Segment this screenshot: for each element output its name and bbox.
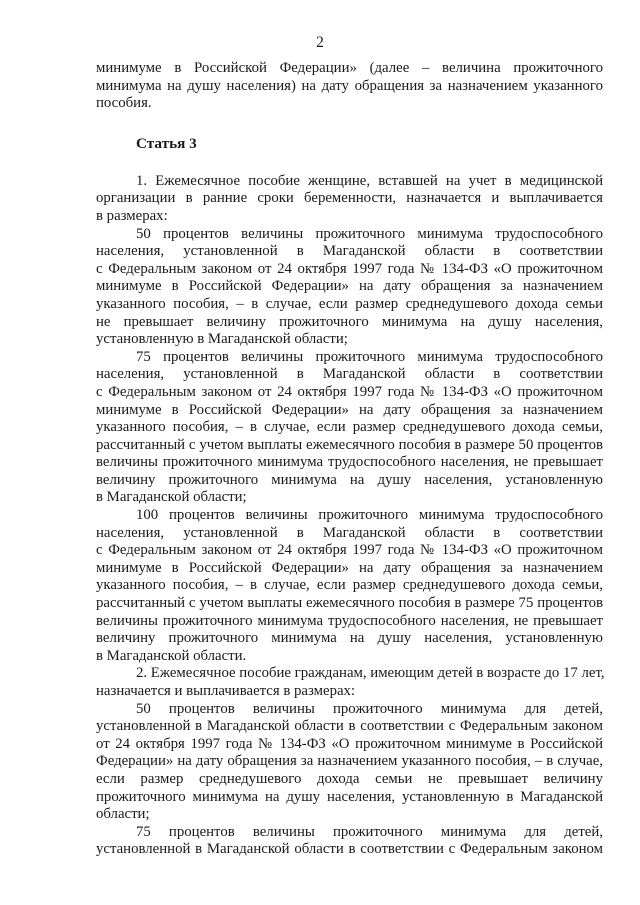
text-line: минимуме в Российской Федерации» на дату обращения за назначением: [96, 278, 603, 295]
text-line: с Федеральным законом от 24 октября 1997 года № 134-ФЗ «О прожиточном: [96, 383, 603, 400]
text-line: прожиточного минимума на душу населения, установленную в Магаданской: [96, 788, 603, 805]
text-line: назначается и выплачивается в размерах:: [96, 683, 356, 699]
text-line: минимуме в Российской Федерации» на дату обращения за назначением: [96, 559, 603, 576]
page-number: 2: [316, 34, 324, 51]
text-line: не превышает величину прожиточного минимума на душу населения,: [96, 313, 603, 330]
intro-paragraph: [96, 60, 603, 113]
text-line: в Магаданской области.: [96, 647, 247, 664]
text-line: величины прожиточного минимума трудоспособного населения, не превышает: [96, 454, 603, 471]
text-line: 75 процентов величины прожиточного минимума трудоспособного: [136, 348, 603, 365]
article-paragraph: [96, 173, 603, 226]
text-line: организации в ранние сроки беременности, назначается и выплачивается: [96, 190, 603, 207]
text-line: населения, установленной в Магаданской области в соответствии: [96, 366, 603, 383]
article-paragraph: [96, 226, 603, 349]
text-line: указанного пособия, – в случае, если размер среднедушевого дохода семьи,: [96, 419, 603, 436]
text-line: рассчитанный с учетом выплаты ежемесячного пособия в размере 75 процентов: [96, 595, 603, 612]
text-line: минимуме в Российской Федерации» (далее – величина прожиточного: [96, 60, 603, 76]
article-paragraph: [96, 701, 603, 824]
text-line: минимума на душу населения) на дату обращения за назначением указанного: [96, 77, 603, 94]
text-line: величины прожиточного минимума трудоспособного населения, не превышает: [96, 612, 603, 629]
text-line: в размерах:: [96, 207, 168, 224]
text-line: 50 процентов величины прожиточного минимума трудоспособного: [136, 225, 603, 242]
text-line: 2. Ежемесячное пособие гражданам, имеющим детей в возрасте до 17 лет,: [136, 665, 605, 682]
text-line: установленной в Магаданской области в соответствии с Федеральным законом: [96, 841, 603, 858]
article-paragraph: [96, 824, 603, 859]
text-line: установленной в Магаданской области в соответствии с Федеральным законом: [96, 718, 603, 735]
text-line: пособия.: [96, 95, 152, 112]
text-line: с Федеральным законом от 24 октября 1997 года № 134-ФЗ «О прожиточном: [96, 542, 603, 559]
text-line: Федерации» на дату обращения за назначением указанного пособия, – в случае,: [96, 753, 603, 770]
article-title: Статья 3: [136, 134, 197, 152]
text-line: указанного пособия, – в случае, если размер среднедушевого дохода семьи,: [96, 577, 603, 594]
article-paragraph: [96, 507, 603, 665]
text-line: величину прожиточного минимума на душу населения, установленную: [96, 471, 603, 488]
text-line: с Федеральным законом от 24 октября 1997 года № 134-ФЗ «О прожиточном: [96, 260, 603, 277]
text-line: 75 процентов величины прожиточного минимума для детей,: [136, 823, 603, 840]
text-line: если размер среднедушевого дохода семьи не превышает величину: [96, 770, 603, 787]
text-line: рассчитанный с учетом выплаты ежемесячного пособия в размере 50 процентов: [96, 436, 603, 453]
text-line: в Магаданской области;: [96, 489, 247, 506]
text-line: 100 процентов величины прожиточного минимума трудоспособного: [136, 507, 603, 524]
document-body: [96, 60, 603, 859]
article-paragraph: [96, 665, 603, 700]
text-line: области;: [96, 806, 150, 823]
text-line: 1. Ежемесячное пособие женщине, вставшей на учет в медицинской: [136, 172, 603, 189]
text-line: населения, установленной в Магаданской области в соответствии: [96, 524, 603, 541]
text-line: населения, установленной в Магаданской области в соответствии: [96, 243, 603, 260]
article-paragraphs: [96, 173, 603, 859]
text-line: величину прожиточного минимума на душу населения, установленную: [96, 630, 603, 647]
article-paragraph: [96, 349, 603, 507]
text-line: установленную в Магаданской области;: [96, 331, 348, 348]
text-line: минимуме в Российской Федерации» на дату обращения за назначением: [96, 401, 603, 418]
text-line: указанного пособия, – в случае, если размер среднедушевого дохода семьи: [96, 295, 603, 312]
text-line: от 24 октября 1997 года № 134-ФЗ «О прожиточном минимуме в Российской: [96, 735, 603, 752]
text-line: 50 процентов величины прожиточного минимума для детей,: [136, 700, 603, 717]
